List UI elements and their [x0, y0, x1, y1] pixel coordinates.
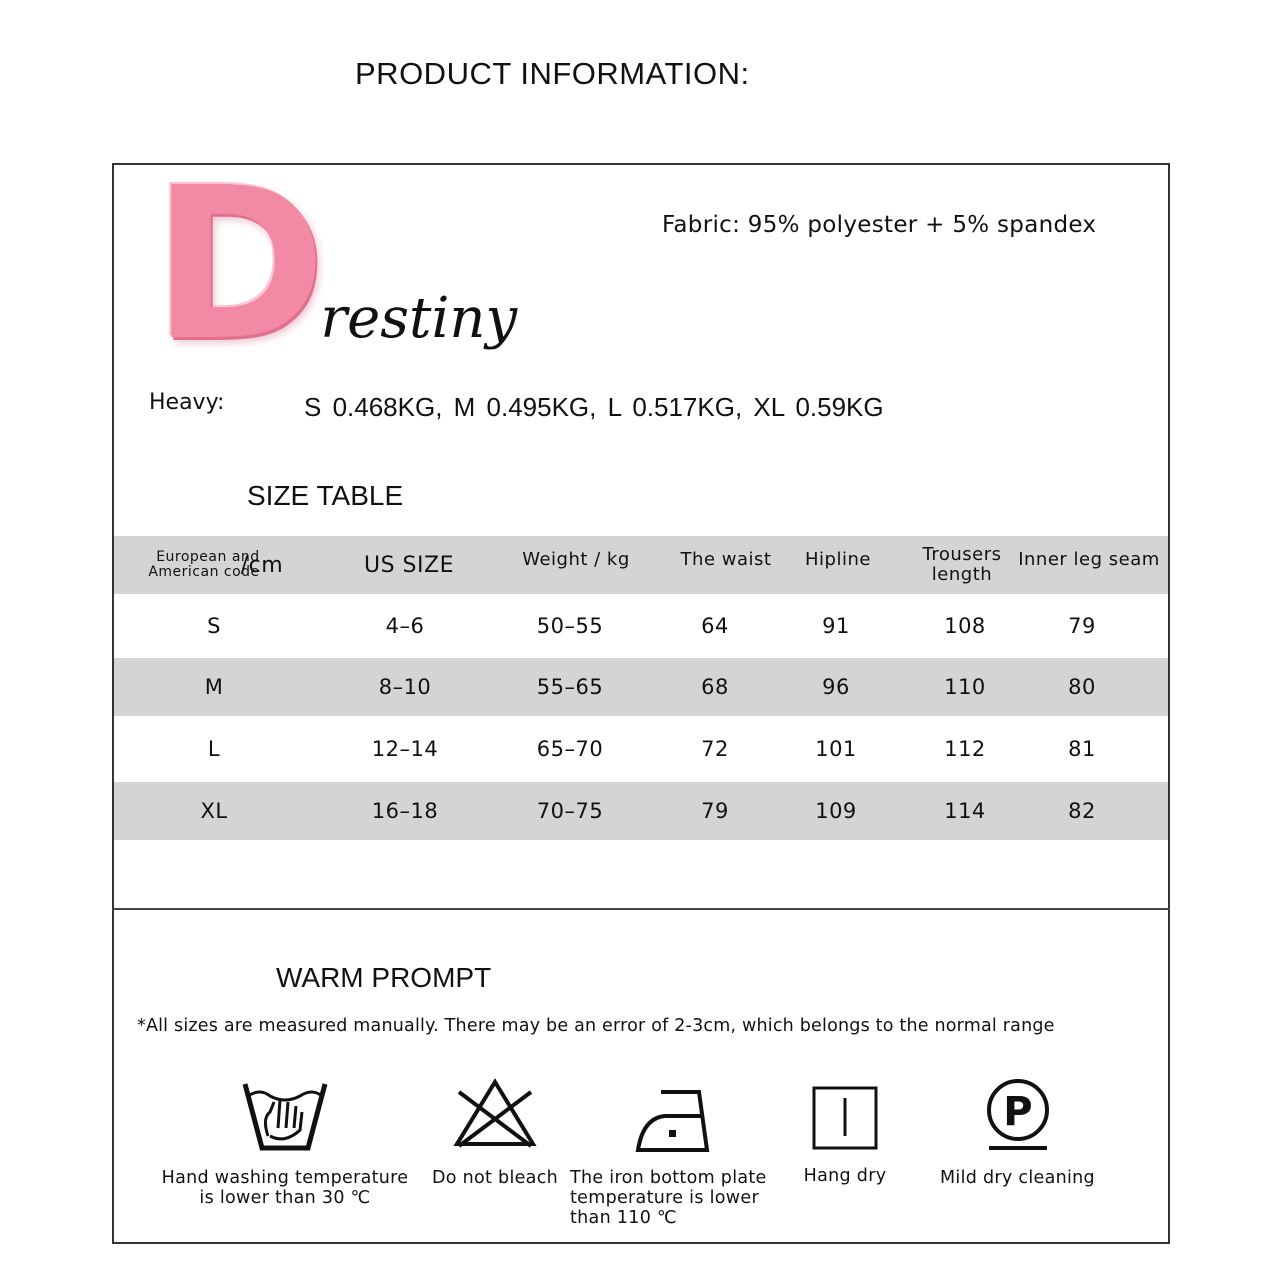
warm-prompt-title: WARM PROMPT: [276, 962, 492, 993]
brand-logo: Drestiny: [152, 142, 518, 387]
header-inner-leg-seam: Inner leg seam: [1018, 548, 1160, 570]
care-label-line1: The iron bottom plate: [570, 1168, 767, 1188]
table-row: [114, 716, 1168, 782]
heavy-label: Heavy:: [149, 390, 225, 415]
care-label-line2: temperature is lower: [570, 1188, 759, 1208]
cell-us-size: 8–10: [378, 675, 432, 699]
cell-waist: 64: [701, 614, 729, 638]
divider: [112, 908, 1170, 910]
header-us-size: US SIZE: [364, 552, 454, 578]
cell-hipline: 91: [822, 614, 850, 638]
measurement-note: *All sizes are measured manually. There may be an error of 2-3cm, which belongs to the normal range: [137, 1016, 1055, 1036]
care-label-line2: is lower than 30 ℃: [199, 1188, 371, 1208]
care-label-line1: Hang dry: [803, 1166, 887, 1186]
hang-dry-icon: [812, 1086, 878, 1150]
care-label-line1: Hand washing temperature: [161, 1168, 409, 1188]
dry-clean-icon: [985, 1078, 1051, 1152]
header-unit: /cm: [240, 552, 284, 578]
cell-weight: 70–75: [536, 799, 604, 823]
cell-trousers-length: 110: [944, 675, 986, 699]
table-row: [114, 782, 1168, 840]
header-trousers-line2: length: [931, 564, 993, 585]
care-hang-dry: [790, 1086, 900, 1186]
cell-inner-leg-seam: 81: [1068, 737, 1096, 761]
cell-us-size: 4–6: [385, 614, 425, 638]
cell-hipline: 96: [822, 675, 850, 699]
dry-clean-symbol: P: [1002, 1089, 1033, 1135]
table-row: [114, 658, 1168, 716]
header-eu-line2: American code: [148, 564, 260, 580]
care-iron: [570, 1088, 775, 1228]
care-label-line1: Mild dry cleaning: [940, 1168, 1095, 1188]
cell-hipline: 101: [815, 737, 857, 761]
cell-waist: 72: [701, 737, 729, 761]
cell-weight: 55–65: [536, 675, 604, 699]
cell-inner-leg-seam: 79: [1068, 614, 1096, 638]
cell-weight: 50–55: [536, 614, 604, 638]
cell-inner-leg-seam: 80: [1068, 675, 1096, 699]
size-table-title: SIZE TABLE: [247, 480, 404, 511]
header-waist: The waist: [680, 548, 772, 570]
header-hipline: Hipline: [805, 548, 871, 570]
no-bleach-icon: [453, 1078, 537, 1150]
cell-size: L: [207, 737, 221, 761]
cell-us-size: 12–14: [371, 737, 439, 761]
header-trousers-length: [922, 536, 1001, 594]
table-row: [114, 594, 1168, 658]
cell-waist: 79: [701, 799, 729, 823]
header-weight: Weight / kg: [522, 548, 630, 570]
cell-size: S: [207, 614, 221, 638]
cell-trousers-length: 112: [944, 737, 986, 761]
care-label-line3: than 110 ℃: [570, 1208, 677, 1228]
heavy-values: S 0.468KG, M 0.495KG, L 0.517KG, XL 0.59KG: [304, 392, 884, 422]
iron-icon: [635, 1088, 711, 1154]
care-label-line1: Do not bleach: [431, 1168, 559, 1188]
cell-size: M: [204, 675, 224, 699]
care-dry-clean: [930, 1078, 1105, 1188]
header-trousers-line1: Trousers: [922, 544, 1002, 565]
hand-wash-icon: [240, 1078, 330, 1154]
cell-trousers-length: 108: [944, 614, 986, 638]
care-hand-wash: [155, 1078, 415, 1208]
cell-size: XL: [200, 799, 228, 823]
care-no-bleach: [425, 1078, 565, 1188]
cell-weight: 65–70: [536, 737, 604, 761]
cell-us-size: 16–18: [371, 799, 439, 823]
header-eu-line1: European and: [156, 549, 260, 565]
page-title: PRODUCT INFORMATION:: [355, 56, 750, 91]
fabric-info: Fabric: 95% polyester + 5% spandex: [662, 212, 1097, 238]
cell-inner-leg-seam: 82: [1068, 799, 1096, 823]
cell-trousers-length: 114: [944, 799, 986, 823]
table-header: [114, 536, 1168, 594]
cell-waist: 68: [701, 675, 729, 699]
cell-hipline: 109: [815, 799, 857, 823]
